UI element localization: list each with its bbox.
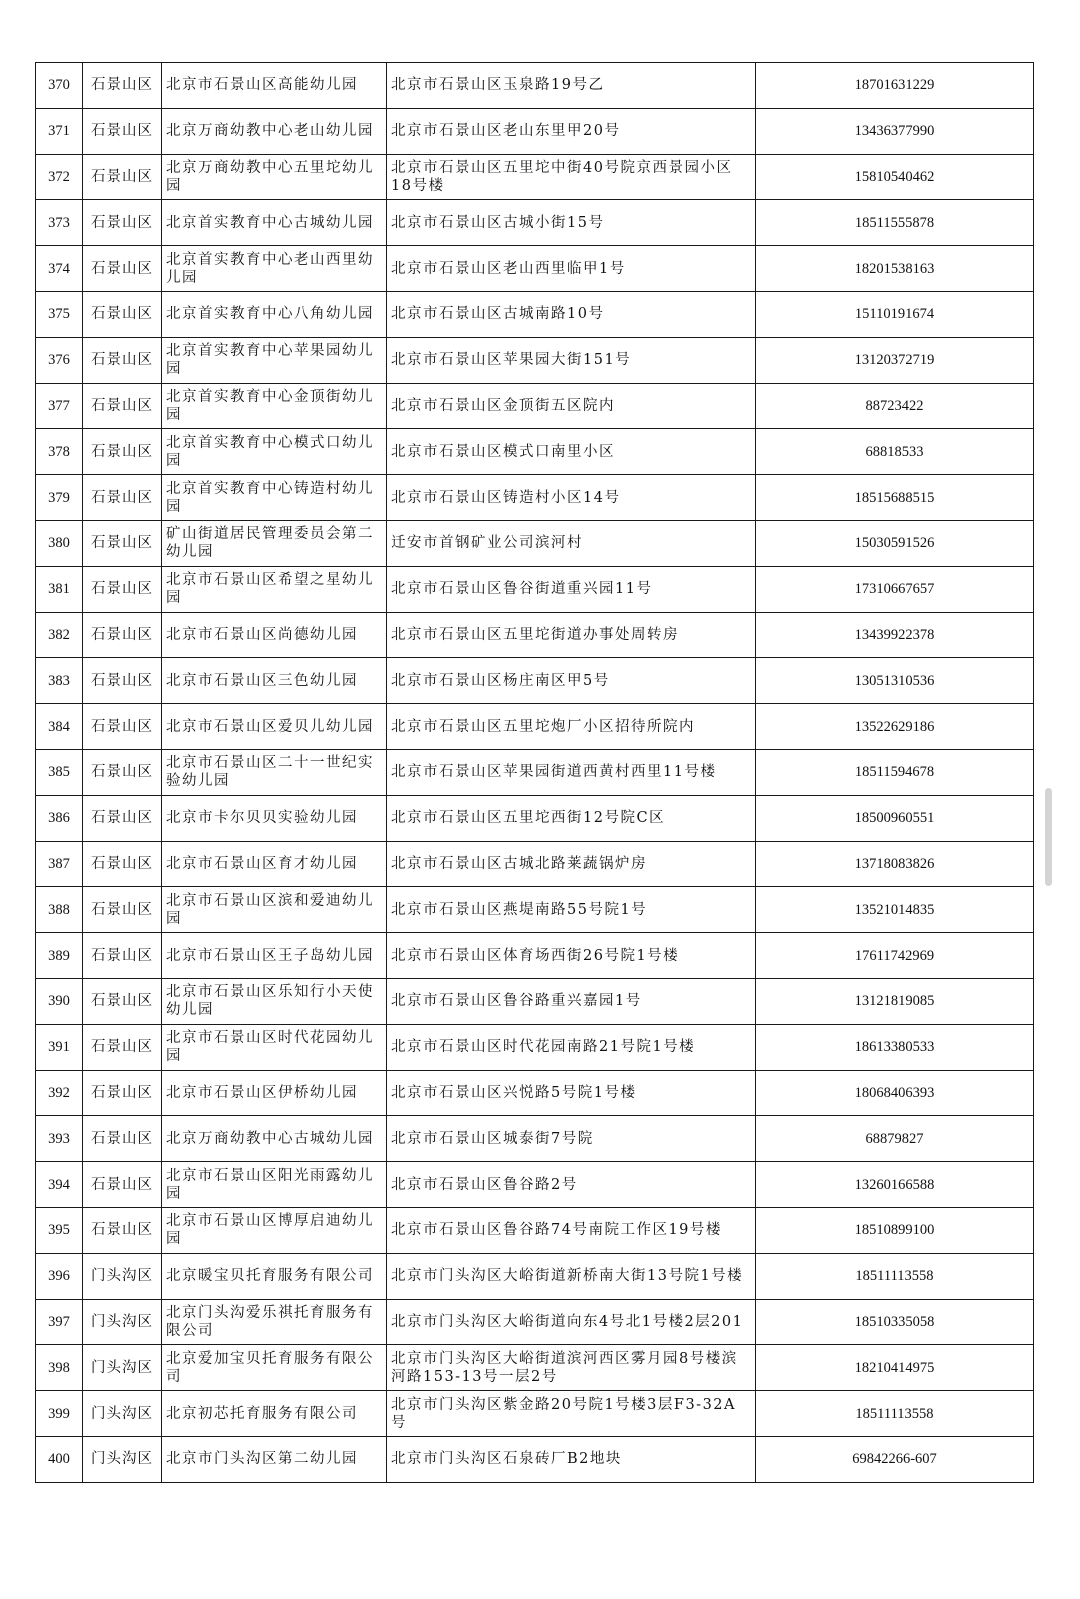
- institution-name-cell: 北京首实教育中心金顶街幼儿园: [162, 383, 387, 429]
- institution-name-cell: 北京市石景山区育才幼儿园: [162, 841, 387, 887]
- district-cell: 石景山区: [83, 749, 162, 795]
- phone-cell: 13121819085: [756, 978, 1034, 1024]
- institution-name-cell: 北京市门头沟区第二幼儿园: [162, 1436, 387, 1482]
- phone-cell: 68879827: [756, 1116, 1034, 1162]
- row-number: 389: [36, 933, 83, 979]
- row-number: 396: [36, 1253, 83, 1299]
- address-cell: 北京市石景山区模式口南里小区: [387, 429, 756, 475]
- address-cell: 北京市石景山区金顶街五区院内: [387, 383, 756, 429]
- scrollbar-thumb[interactable]: [1045, 788, 1052, 886]
- row-number: 383: [36, 658, 83, 704]
- row-number: 379: [36, 475, 83, 521]
- district-cell: 石景山区: [83, 475, 162, 521]
- institution-name-cell: 北京万商幼教中心古城幼儿园: [162, 1116, 387, 1162]
- address-cell: 北京市石景山区玉泉路19号乙: [387, 63, 756, 109]
- row-number: 371: [36, 108, 83, 154]
- phone-cell: 17611742969: [756, 933, 1034, 979]
- district-cell: 石景山区: [83, 566, 162, 612]
- institution-name-cell: 北京万商幼教中心老山幼儿园: [162, 108, 387, 154]
- district-cell: 石景山区: [83, 978, 162, 1024]
- address-cell: 北京市石景山区古城南路10号: [387, 291, 756, 337]
- district-cell: 石景山区: [83, 520, 162, 566]
- row-number: 386: [36, 795, 83, 841]
- row-number: 381: [36, 566, 83, 612]
- address-cell: 北京市石景山区鲁谷路重兴嘉园1号: [387, 978, 756, 1024]
- phone-cell: 13260166588: [756, 1162, 1034, 1208]
- district-cell: 石景山区: [83, 246, 162, 292]
- phone-cell: 17310667657: [756, 566, 1034, 612]
- table-row: [36, 1070, 1034, 1116]
- district-cell: 石景山区: [83, 200, 162, 246]
- row-number: 373: [36, 200, 83, 246]
- institution-name-cell: 北京初芯托育服务有限公司: [162, 1391, 387, 1437]
- phone-cell: 18701631229: [756, 63, 1034, 109]
- district-cell: 门头沟区: [83, 1253, 162, 1299]
- address-cell: 北京市石景山区杨庄南区甲5号: [387, 658, 756, 704]
- district-cell: 门头沟区: [83, 1345, 162, 1391]
- table-row: [36, 566, 1034, 612]
- phone-cell: 18210414975: [756, 1345, 1034, 1391]
- address-cell: 北京市石景山区体育场西街26号院1号楼: [387, 933, 756, 979]
- address-cell: 北京市石景山区苹果园街道西黄村西里11号楼: [387, 749, 756, 795]
- district-cell: 石景山区: [83, 1070, 162, 1116]
- row-number: 399: [36, 1391, 83, 1437]
- institution-name-cell: 北京首实教育中心古城幼儿园: [162, 200, 387, 246]
- district-cell: 石景山区: [83, 658, 162, 704]
- table-row: [36, 520, 1034, 566]
- institution-name-cell: 北京市石景山区阳光雨露幼儿园: [162, 1162, 387, 1208]
- district-cell: 石景山区: [83, 612, 162, 658]
- phone-cell: 18515688515: [756, 475, 1034, 521]
- table-row: [36, 475, 1034, 521]
- row-number: 400: [36, 1436, 83, 1482]
- district-cell: 石景山区: [83, 841, 162, 887]
- table-row: [36, 337, 1034, 383]
- district-cell: 石景山区: [83, 154, 162, 200]
- district-cell: 石景山区: [83, 1207, 162, 1253]
- institution-name-cell: 北京市石景山区爱贝儿幼儿园: [162, 704, 387, 750]
- district-cell: 石景山区: [83, 1024, 162, 1070]
- address-cell: 北京市石景山区鲁谷路74号南院工作区19号楼: [387, 1207, 756, 1253]
- table-row: [36, 200, 1034, 246]
- row-number: 380: [36, 520, 83, 566]
- phone-cell: 18510899100: [756, 1207, 1034, 1253]
- phone-cell: 13051310536: [756, 658, 1034, 704]
- phone-cell: 18613380533: [756, 1024, 1034, 1070]
- table-row: [36, 154, 1034, 200]
- phone-cell: 69842266-607: [756, 1436, 1034, 1482]
- address-cell: 北京市石景山区老山西里临甲1号: [387, 246, 756, 292]
- address-cell: 北京市石景山区鲁谷路2号: [387, 1162, 756, 1208]
- phone-cell: 18511113558: [756, 1253, 1034, 1299]
- address-cell: 北京市石景山区古城小街15号: [387, 200, 756, 246]
- district-cell: 石景山区: [83, 429, 162, 475]
- phone-cell: 18511113558: [756, 1391, 1034, 1437]
- institution-name-cell: 北京门头沟爱乐祺托育服务有限公司: [162, 1299, 387, 1345]
- table-row: [36, 1162, 1034, 1208]
- table-row: [36, 978, 1034, 1024]
- address-cell: 北京市石景山区苹果园大街151号: [387, 337, 756, 383]
- row-number: 391: [36, 1024, 83, 1070]
- institution-name-cell: 北京市石景山区博厚启迪幼儿园: [162, 1207, 387, 1253]
- institution-name-cell: 北京市石景山区王子岛幼儿园: [162, 933, 387, 979]
- district-cell: 石景山区: [83, 1162, 162, 1208]
- row-number: 394: [36, 1162, 83, 1208]
- row-number: 390: [36, 978, 83, 1024]
- phone-cell: 13120372719: [756, 337, 1034, 383]
- phone-cell: 13718083826: [756, 841, 1034, 887]
- district-cell: 石景山区: [83, 795, 162, 841]
- institution-name-cell: 北京万商幼教中心五里坨幼儿园: [162, 154, 387, 200]
- institution-name-cell: 北京市石景山区三色幼儿园: [162, 658, 387, 704]
- address-cell: 北京市石景山区城泰街7号院: [387, 1116, 756, 1162]
- address-cell: 北京市石景山区五里坨西街12号院C区: [387, 795, 756, 841]
- table-row: [36, 933, 1034, 979]
- district-cell: 石景山区: [83, 291, 162, 337]
- phone-cell: 13521014835: [756, 887, 1034, 933]
- table-row: [36, 246, 1034, 292]
- district-cell: 石景山区: [83, 383, 162, 429]
- phone-cell: 18511594678: [756, 749, 1034, 795]
- row-number: 398: [36, 1345, 83, 1391]
- institution-name-cell: 北京市卡尔贝贝实验幼儿园: [162, 795, 387, 841]
- address-cell: 北京市石景山区老山东里甲20号: [387, 108, 756, 154]
- district-cell: 门头沟区: [83, 1436, 162, 1482]
- table-row: [36, 291, 1034, 337]
- table-row: [36, 1436, 1034, 1482]
- row-number: 392: [36, 1070, 83, 1116]
- address-cell: 北京市石景山区时代花园南路21号院1号楼: [387, 1024, 756, 1070]
- kindergarten-table: [35, 62, 1034, 1483]
- address-cell: 北京市门头沟区大峪街道向东4号北1号楼2层201: [387, 1299, 756, 1345]
- table-row: [36, 841, 1034, 887]
- row-number: 388: [36, 887, 83, 933]
- institution-name-cell: 北京市石景山区希望之星幼儿园: [162, 566, 387, 612]
- row-number: 393: [36, 1116, 83, 1162]
- district-cell: 门头沟区: [83, 1391, 162, 1437]
- institution-name-cell: 北京市石景山区时代花园幼儿园: [162, 1024, 387, 1070]
- institution-name-cell: 北京市石景山区乐知行小天使幼儿园: [162, 978, 387, 1024]
- table-body: [36, 63, 1034, 1483]
- institution-name-cell: 北京市石景山区伊桥幼儿园: [162, 1070, 387, 1116]
- table-row: [36, 1207, 1034, 1253]
- table-row: [36, 704, 1034, 750]
- address-cell: 北京市石景山区古城北路莱蔬锅炉房: [387, 841, 756, 887]
- institution-name-cell: 北京首实教育中心模式口幼儿园: [162, 429, 387, 475]
- institution-name-cell: 北京市石景山区二十一世纪实验幼儿园: [162, 749, 387, 795]
- institution-name-cell: 北京首实教育中心苹果园幼儿园: [162, 337, 387, 383]
- phone-cell: 13439922378: [756, 612, 1034, 658]
- institution-name-cell: 北京市石景山区高能幼儿园: [162, 63, 387, 109]
- institution-name-cell: 北京首实教育中心八角幼儿园: [162, 291, 387, 337]
- row-number: 395: [36, 1207, 83, 1253]
- address-cell: 北京市石景山区鲁谷街道重兴园11号: [387, 566, 756, 612]
- phone-cell: 88723422: [756, 383, 1034, 429]
- phone-cell: 18201538163: [756, 246, 1034, 292]
- row-number: 375: [36, 291, 83, 337]
- district-cell: 石景山区: [83, 933, 162, 979]
- district-cell: 石景山区: [83, 704, 162, 750]
- district-cell: 石景山区: [83, 887, 162, 933]
- row-number: 385: [36, 749, 83, 795]
- address-cell: 北京市石景山区五里坨炮厂小区招待所院内: [387, 704, 756, 750]
- address-cell: 北京市门头沟区紫金路20号院1号楼3层F3-32A号: [387, 1391, 756, 1437]
- institution-name-cell: 矿山街道居民管理委员会第二幼儿园: [162, 520, 387, 566]
- table-row: [36, 658, 1034, 704]
- address-cell: 北京市石景山区铸造村小区14号: [387, 475, 756, 521]
- district-cell: 门头沟区: [83, 1299, 162, 1345]
- address-cell: 北京市门头沟区石泉砖厂B2地块: [387, 1436, 756, 1482]
- district-cell: 石景山区: [83, 337, 162, 383]
- institution-name-cell: 北京首实教育中心老山西里幼儿园: [162, 246, 387, 292]
- address-cell: 迁安市首钢矿业公司滨河村: [387, 520, 756, 566]
- row-number: 372: [36, 154, 83, 200]
- table-row: [36, 612, 1034, 658]
- table-row: [36, 108, 1034, 154]
- district-cell: 石景山区: [83, 108, 162, 154]
- phone-cell: 15810540462: [756, 154, 1034, 200]
- phone-cell: 15110191674: [756, 291, 1034, 337]
- address-cell: 北京市石景山区兴悦路5号院1号楼: [387, 1070, 756, 1116]
- row-number: 384: [36, 704, 83, 750]
- institution-name-cell: 北京市石景山区尚德幼儿园: [162, 612, 387, 658]
- table-row: [36, 383, 1034, 429]
- phone-cell: 18068406393: [756, 1070, 1034, 1116]
- address-cell: 北京市门头沟区大峪街道滨河西区雾月园8号楼滨河路153-13号一层2号: [387, 1345, 756, 1391]
- phone-cell: 13522629186: [756, 704, 1034, 750]
- address-cell: 北京市石景山区五里坨中街40号院京西景园小区18号楼: [387, 154, 756, 200]
- table-row: [36, 1116, 1034, 1162]
- row-number: 370: [36, 63, 83, 109]
- table-row: [36, 795, 1034, 841]
- row-number: 374: [36, 246, 83, 292]
- phone-cell: 18500960551: [756, 795, 1034, 841]
- table-row: [36, 1299, 1034, 1345]
- row-number: 382: [36, 612, 83, 658]
- institution-name-cell: 北京暖宝贝托育服务有限公司: [162, 1253, 387, 1299]
- table-row: [36, 1345, 1034, 1391]
- institution-name-cell: 北京市石景山区滨和爱迪幼儿园: [162, 887, 387, 933]
- phone-cell: 68818533: [756, 429, 1034, 475]
- address-cell: 北京市石景山区五里坨街道办事处周转房: [387, 612, 756, 658]
- table-row: [36, 1391, 1034, 1437]
- address-cell: 北京市石景山区燕堤南路55号院1号: [387, 887, 756, 933]
- table-row: [36, 63, 1034, 109]
- district-cell: 石景山区: [83, 1116, 162, 1162]
- table-row: [36, 887, 1034, 933]
- address-cell: 北京市门头沟区大峪街道新桥南大街13号院1号楼: [387, 1253, 756, 1299]
- row-number: 376: [36, 337, 83, 383]
- phone-cell: 13436377990: [756, 108, 1034, 154]
- row-number: 397: [36, 1299, 83, 1345]
- table-row: [36, 1024, 1034, 1070]
- phone-cell: 18511555878: [756, 200, 1034, 246]
- district-cell: 石景山区: [83, 63, 162, 109]
- row-number: 378: [36, 429, 83, 475]
- row-number: 377: [36, 383, 83, 429]
- institution-name-cell: 北京首实教育中心铸造村幼儿园: [162, 475, 387, 521]
- row-number: 387: [36, 841, 83, 887]
- phone-cell: 18510335058: [756, 1299, 1034, 1345]
- phone-cell: 15030591526: [756, 520, 1034, 566]
- table-row: [36, 1253, 1034, 1299]
- institution-name-cell: 北京爱加宝贝托育服务有限公司: [162, 1345, 387, 1391]
- table-row: [36, 749, 1034, 795]
- table-row: [36, 429, 1034, 475]
